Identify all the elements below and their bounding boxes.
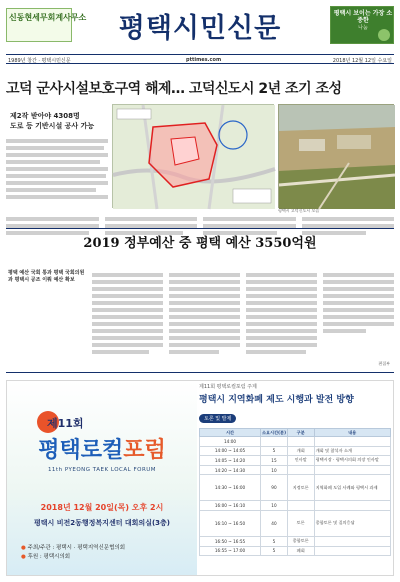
ad-right-text: 평택시 보이는 가장 소중한 — [333, 10, 393, 24]
text-column — [246, 270, 317, 368]
article2-intro: 평택 예산 국회 통과 평택 국회의원과 평택시 공조 이뤄 예산 확보 — [8, 270, 85, 284]
schedule-row: 14:20 ~ 14:30 10 — [200, 465, 391, 475]
website-link[interactable]: pttimes.com — [186, 57, 222, 63]
schedule-row: 14:00 — [200, 437, 391, 447]
ad-left-text: 신동현세무회계사무소 — [9, 13, 87, 22]
section-divider — [6, 228, 394, 229]
host-line: ● 주최/주관 : 평택시 · 평택지역신문협의회 — [21, 545, 126, 551]
schedule-row: 14:00 ~ 14:05 5 개회 개회 및 참석자 소개 — [200, 446, 391, 456]
article2-headline[interactable]: 2019 정부예산 중 평택 예산 3550억원 — [83, 236, 317, 251]
schedule-table — [199, 428, 391, 556]
schedule-header-row — [200, 429, 391, 437]
forum-title-main: 평택로컬 — [38, 438, 124, 463]
schedule-row: 16:10 ~ 16:50 40 토론 종합토론 및 질의응답 — [200, 510, 391, 536]
forum-program — [199, 383, 391, 573]
new-town-aerial-photo — [278, 104, 394, 208]
forum-number: 제11회 — [47, 417, 84, 430]
article1-subhead: 도로 등 기반시설 공사 가능 — [10, 122, 95, 130]
section-divider — [6, 372, 394, 373]
text-column — [92, 270, 163, 368]
schedule-header: 내용 — [314, 429, 390, 437]
article1-body-text — [6, 136, 108, 202]
forum-english-title: 11th PYEONG TAEK LOCAL FORUM — [47, 467, 157, 473]
forum-title — [17, 433, 187, 464]
bullet-icon: ● — [21, 545, 28, 551]
forum-title-accent: 포럼 — [123, 438, 166, 463]
schedule-header: 소요시간(분) — [261, 429, 286, 435]
ad-right-banner[interactable] — [330, 6, 394, 44]
schedule-header: 시간 — [200, 429, 261, 437]
forum-hosts — [21, 544, 125, 562]
host-line: ● 후원 : 평택시의회 — [21, 554, 71, 560]
tree-icon — [378, 29, 390, 41]
program-kicker: 제11회 평택로컬포럼 주제 — [199, 384, 257, 390]
program-topic: 평택시 지역화폐 제도 시행과 발전 방향 — [199, 395, 354, 405]
schedule-row: 16:00 ~ 16:10 10 — [200, 501, 391, 511]
masthead — [0, 0, 400, 56]
forum-date: 2018년 12월 20일(목) 오후 2시 — [40, 503, 164, 512]
bullet-icon: ● — [21, 554, 28, 560]
article1-subheads — [10, 111, 110, 131]
text-column — [323, 270, 394, 368]
photo-caption: 평택시 고덕신도시 모습 — [278, 208, 320, 213]
info-bar — [6, 54, 394, 64]
schedule-row: 16:55 ~ 17:00 5 폐회 — [200, 546, 391, 556]
ad-right-subtext: 나눔 — [358, 25, 368, 31]
zone-map-image — [112, 104, 274, 208]
schedule-header: 구분 — [287, 429, 314, 437]
schedule-row: 14:05 ~ 14:20 15 인사말 평택시장 · 평택시의회 의장 인사말 — [200, 456, 391, 466]
issue-info: 1989년 창간 · 평택시민신문 — [8, 58, 71, 64]
forum-advertisement[interactable] — [6, 380, 394, 576]
issue-date: 2018년 12월 12일 수요일 — [332, 58, 392, 64]
schedule-row: 16:50 ~ 16:55 5 종합토론 — [200, 536, 391, 546]
program-label: 토론 및 발제 — [199, 414, 236, 423]
article2-byline: 편집부 — [378, 361, 390, 366]
newspaper-logo: 평택시민신문 — [118, 13, 282, 44]
schedule-row: 14:30 ~ 16:00 90 지정토론 지역화폐 도입 사례와 평택시 과제 — [200, 475, 391, 501]
article1-subhead: 제2작 받아야 4308명 — [10, 112, 80, 120]
article2-columns — [92, 270, 394, 368]
forum-venue: 평택시 비전2동행정복지센터 대회의실(3층) — [34, 519, 170, 527]
forum-poster — [7, 381, 197, 575]
text-column — [169, 270, 240, 368]
article1-headline[interactable]: 고덕 군사시설보호구역 해제… 고덕신도시 2년 조기 조성 — [6, 81, 342, 97]
